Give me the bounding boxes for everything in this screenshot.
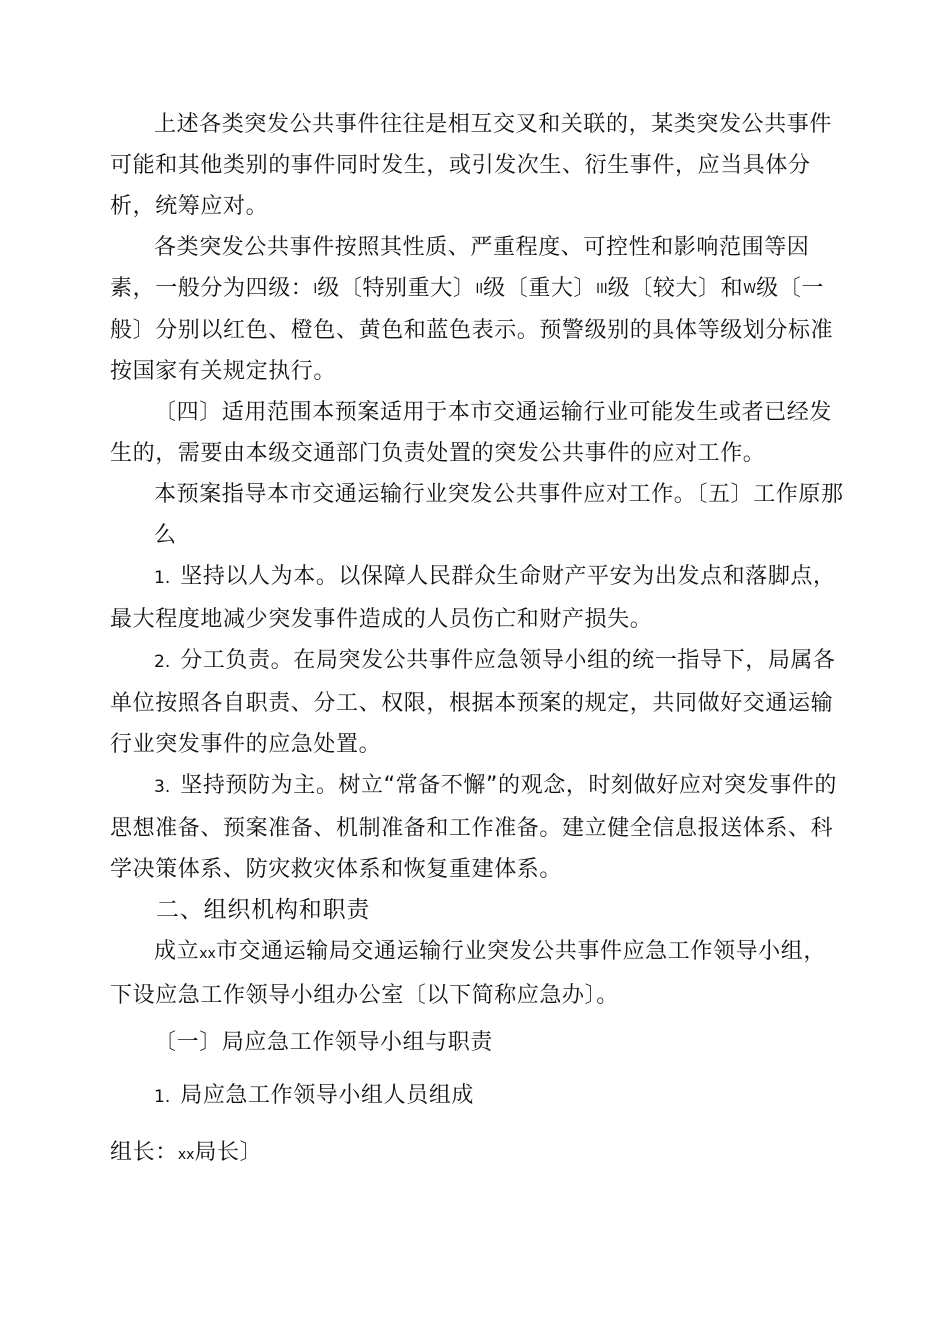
leader-label: 组长： <box>110 1140 178 1165</box>
level-1-numeral: I <box>313 282 318 297</box>
composition-number: 1. <box>154 1087 171 1107</box>
levels-text-b: 级〔特别重大〕 <box>317 276 476 301</box>
leader-line <box>110 1132 845 1176</box>
levels-text-e: 级〔一般〕分别以红色、橙色、黄色和蓝色表示。预警级别的具体等级划分标准按国家有关规定执行。 <box>110 276 834 384</box>
principle-3-number: 3. <box>154 777 171 797</box>
establish-text-a: 成立 <box>154 939 200 964</box>
subsection-item-composition <box>110 1075 845 1118</box>
document-body <box>110 104 845 1176</box>
subsection-heading-leading-group: 〔一〕局应急工作领导小组与职责 <box>154 1030 494 1055</box>
paragraph-guidance: 本预案指导本市交通运输行业突发公共事件应对工作。〔五〕工作原那么 <box>154 482 844 548</box>
level-4-numeral: W <box>743 282 757 297</box>
principle-2-text: 分工负责。在局突发公共事件应急领导小组的统一指导下，局属各单位按照各自职责、分工、权限，根据本预案的规定，共同做好交通运输行业突发事件的应急处置。 <box>110 648 836 757</box>
levels-text-c: 级〔重大〕 <box>483 276 597 301</box>
principle-3-text: 坚持预防为主。树立“常备不懈”的观念，时刻做好应对突发事件的思想准备、预案准备、机制准备和工作准备。建立健全信息报送体系、科学决策体系、防灾救灾体系和恢复重建体系。 <box>110 773 838 882</box>
principle-1-text: 坚持以人为本。以保障人民群众生命财产平安为出发点和落脚点，最大程度地减少突发事件造成的人员伤亡和财产损失。 <box>110 564 836 632</box>
leader-placeholder: xx <box>177 1147 195 1163</box>
section-heading-organization: 二、组织机构和职责 <box>156 897 371 923</box>
establish-text-b: 市交通运输局交通运输行业突发公共事件应急工作领导小组，下设应急工作领导小组办公室〔以下简称应急办〕。 <box>110 939 826 1008</box>
paragraph-scope: 〔四〕适用范围本预案适用于本市交通运输行业可能发生或者已经发生的，需要由本级交通部门负责处置的突发公共事件的应对工作。 <box>110 400 833 466</box>
principle-item-1 <box>110 556 845 640</box>
principle-item-2 <box>110 640 845 765</box>
principle-1-number: 1. <box>154 568 171 588</box>
principle-item-3 <box>110 765 845 890</box>
levels-text-d: 级〔较大〕和 <box>607 276 744 301</box>
city-placeholder: xx <box>199 946 216 962</box>
leader-title: 局长〕 <box>194 1140 263 1165</box>
level-2-numeral: II <box>475 282 484 297</box>
paragraph-establish-group <box>110 931 845 1016</box>
levels-text-a: 各类突发公共事件按照其性质、严重程度、可控性和影响范围等因素，一般分为四级： <box>110 235 810 301</box>
composition-text: 局应急工作领导小组人员组成 <box>180 1083 475 1108</box>
level-3-numeral: III <box>596 282 608 297</box>
principle-2-number: 2. <box>154 652 171 672</box>
paragraph-event-levels <box>110 227 845 392</box>
paragraph-event-overlap: 上述各类突发公共事件往往是相互交叉和关联的，某类突发公共事件可能和其他类别的事件同时发生，或引发次生、衍生事件，应当具体分析，统筹应对。 <box>110 112 833 219</box>
